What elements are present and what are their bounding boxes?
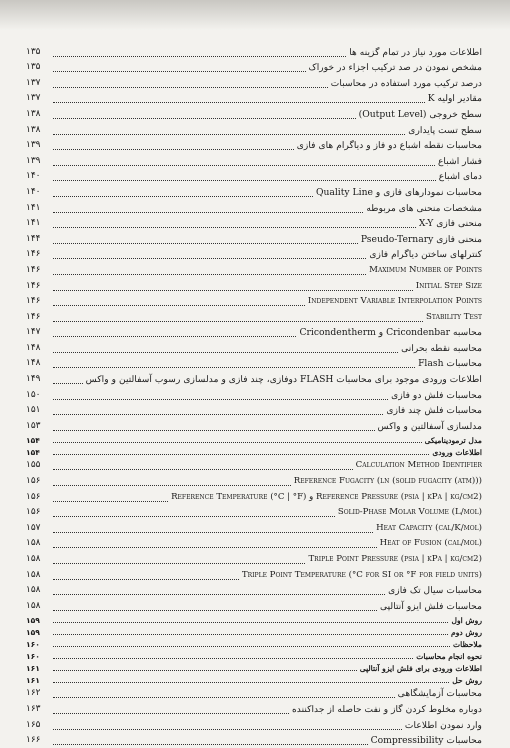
toc-entry-page-number: ۱۳۹ — [26, 155, 41, 166]
toc-entry-page-number: ۱۵۸ — [26, 554, 41, 564]
toc-entry-title: Reference Pressure (psia | kPa | kg/cm2) و Reference Temperature (°C | °F) — [171, 491, 482, 502]
toc-entry-page-number: ۱۵۹ — [26, 615, 40, 625]
toc-entry-title: محاسبات فلش دو فازی — [391, 389, 482, 401]
toc-entry-title: Solid-Phase Molar Volume (L/mol) — [337, 507, 482, 518]
toc-entry[interactable] — [26, 278, 482, 294]
dot-leader — [53, 500, 168, 502]
toc-entry[interactable] — [26, 340, 482, 356]
toc-entry[interactable] — [26, 418, 482, 434]
toc-entry[interactable] — [26, 489, 482, 505]
toc-entry-page-number: ۱۶۳ — [26, 703, 41, 714]
toc-entry-title: روش دوم — [451, 627, 482, 637]
dot-leader — [53, 609, 377, 611]
toc-entry-page-number: ۱۴۰ — [26, 186, 41, 197]
toc-entry-title: اطلاعات مورد نیاز در تمام گزینه ها — [349, 46, 482, 58]
dot-leader — [53, 70, 306, 72]
dot-leader — [53, 441, 422, 443]
toc-entry-title: منحنی فازی Pseudo-Ternary — [360, 233, 482, 245]
page-top-shadow — [0, 0, 510, 30]
dot-leader — [53, 621, 448, 623]
toc-entry-page-number: ۱۵۴ — [26, 447, 40, 457]
toc-entry-page-number: ۱۴۱ — [26, 218, 41, 229]
toc-entry[interactable] — [26, 356, 482, 372]
dot-leader — [53, 242, 358, 244]
toc-entry-page-number: ۱۴۶ — [26, 296, 41, 307]
dot-leader — [53, 164, 435, 166]
toc-entry-page-number: ۱۴۴ — [26, 233, 41, 244]
dot-leader — [53, 645, 450, 647]
toc-entry[interactable] — [26, 458, 482, 474]
dot-leader — [53, 101, 425, 103]
toc-entry[interactable] — [26, 701, 482, 717]
dot-leader — [53, 562, 305, 564]
toc-entry-title: اطلاعات ورودی موجود برای محاسبات FLASH دوفازی، چند فازی و مدلسازی رسوب آسفالتین و واکس — [85, 374, 482, 386]
toc-entry-title: مقادیر اولیه K — [427, 93, 482, 105]
toc-entry-page-number: ۱۵۰ — [26, 389, 41, 400]
dot-leader — [53, 453, 429, 455]
toc-entry-title: مشخص نمودن در صد ترکیب اجزاء در خوراک — [308, 62, 482, 74]
toc-entry-title: محاسبات Compressibility — [370, 735, 482, 747]
toc-entry[interactable] — [26, 75, 482, 91]
toc-entry[interactable] — [26, 371, 482, 387]
toc-entry-page-number: ۱۵۶ — [26, 491, 41, 502]
toc-entry-title: Heat of Fusion (cal/mol) — [379, 538, 482, 549]
toc-entry[interactable] — [26, 169, 482, 185]
toc-entry-title: Triple Point Temperature (°C for SI or °F for field units) — [241, 569, 482, 580]
toc-entry-page-number: ۱۵۷ — [26, 522, 41, 533]
dot-leader — [53, 226, 416, 228]
dot-leader — [53, 273, 366, 275]
toc-entry-title: وارد نمودن اطلاعات — [404, 719, 482, 731]
toc-entry-page-number: ۱۴۶ — [26, 249, 41, 260]
dot-leader — [53, 289, 413, 291]
toc-entry-title: دمای اشباع — [438, 171, 482, 183]
toc-entry-page-number: ۱۵۱ — [26, 405, 41, 416]
toc-entry[interactable] — [26, 216, 482, 232]
toc-entry[interactable] — [26, 122, 482, 138]
dot-leader — [53, 117, 356, 119]
toc-entry-title: ملاحظات — [453, 639, 482, 649]
dot-leader — [53, 320, 423, 322]
toc-entry[interactable] — [26, 325, 482, 341]
toc-entry-page-number: ۱۵۸ — [26, 569, 41, 580]
dot-leader — [53, 633, 448, 635]
toc-entry-title: روش حل — [452, 675, 482, 685]
toc-entry-title: محاسبات Flash — [418, 358, 482, 370]
toc-entry-page-number: ۱۶۶ — [26, 735, 41, 746]
toc-entry-title: اطلاعات ورودی — [432, 447, 482, 457]
toc-entry[interactable] — [26, 686, 482, 702]
toc-entry-title: سطح خروجی (Output Level) — [358, 108, 482, 120]
dot-leader — [53, 593, 385, 595]
toc-entry-title: سطح تست پایداری — [408, 124, 482, 136]
toc-entry-title: محاسبات آزمایشگاهی — [397, 688, 482, 700]
dot-leader — [53, 546, 377, 548]
dot-leader — [53, 515, 335, 517]
dot-leader — [53, 179, 436, 181]
toc-entry-title: اطلاعات ورودی برای فلش ایزو آنتالپی — [359, 663, 482, 673]
toc-entry[interactable] — [26, 650, 482, 662]
toc-entry-title: کنترلهای ساختن دیاگرام فازی — [369, 249, 482, 261]
dot-leader — [53, 413, 383, 415]
dot-leader — [53, 55, 346, 57]
toc-entry-title: نحوه انجام محاسبات — [416, 651, 482, 661]
toc-entry[interactable] — [26, 638, 482, 650]
dot-leader — [53, 335, 296, 337]
toc-entry[interactable] — [26, 60, 482, 76]
toc-entry-title: Triple Point Pressure (psia | kPa | kg/cm2) — [308, 554, 482, 564]
toc-entry[interactable] — [26, 662, 482, 674]
toc-entry[interactable] — [26, 733, 482, 748]
toc-entry-page-number: ۱۵۸ — [26, 600, 41, 611]
toc-entry-page-number: ۱۳۸ — [26, 124, 41, 135]
toc-entry[interactable] — [26, 446, 482, 458]
toc-entry-page-number: ۱۶۰ — [26, 651, 40, 661]
dot-leader — [53, 578, 239, 580]
dot-leader — [53, 304, 305, 306]
toc-entry[interactable] — [26, 473, 482, 489]
toc-entry[interactable] — [26, 567, 482, 583]
toc-entry-page-number: ۱۴۹ — [26, 374, 41, 385]
toc-entry-page-number: ۱۴۱ — [26, 202, 41, 213]
dot-leader — [53, 669, 357, 671]
toc-entry-page-number: ۱۴۷ — [26, 327, 41, 338]
toc-entry-title: Calculation Method Identifier — [355, 460, 482, 471]
toc-entry[interactable] — [26, 262, 482, 278]
dot-leader — [53, 657, 413, 659]
toc-entry-title: مدلسازی آسفالتین و واکس — [377, 420, 482, 432]
toc-entry[interactable] — [26, 138, 482, 154]
toc-entry-page-number: ۱۳۵ — [26, 46, 41, 57]
toc-entry[interactable] — [26, 294, 482, 310]
toc-entry-title: فشار اشباع — [437, 155, 482, 167]
dot-leader — [53, 211, 363, 213]
toc-entry-page-number: ۱۳۷ — [26, 77, 41, 88]
dot-leader — [53, 484, 291, 486]
dot-leader — [53, 468, 353, 470]
dot-leader — [53, 728, 402, 730]
dot-leader — [53, 681, 449, 683]
toc-entry[interactable] — [26, 536, 482, 552]
toc-entry[interactable] — [26, 551, 482, 567]
dot-leader — [53, 712, 289, 714]
toc-entry-title: درصد ترکیب مورد استفاده در محاسبات — [330, 77, 482, 89]
dot-leader — [53, 743, 368, 745]
toc-entry-title: محاسبات سیال تک فازی — [388, 585, 482, 597]
toc-entry[interactable] — [26, 91, 482, 107]
toc-entry[interactable] — [26, 200, 482, 216]
toc-entry-page-number: ۱۵۸ — [26, 585, 41, 596]
toc-entry[interactable] — [26, 434, 482, 446]
dot-leader — [53, 195, 313, 197]
toc-entry-title: مشخصات منحنی های مربوطه — [366, 202, 482, 214]
toc-entry-title: محاسبه نقطه بحرانی — [401, 342, 482, 354]
dot-leader — [53, 133, 405, 135]
toc-entry[interactable] — [26, 598, 482, 614]
toc-entry[interactable] — [26, 674, 482, 686]
toc-entry-title: روش اول — [451, 615, 482, 625]
dot-leader — [53, 148, 294, 150]
toc-entry-title: منحنی فازی X-Y — [418, 218, 482, 230]
dot-leader — [53, 86, 328, 88]
toc-entry-page-number: ۱۵۶ — [26, 476, 41, 487]
toc-entry-title: Heat Capacity (cal/K/mol) — [376, 522, 482, 533]
toc-entry-page-number: ۱۵۶ — [26, 507, 41, 518]
toc-entry-page-number: ۱۳۸ — [26, 108, 41, 119]
toc-entry[interactable] — [26, 247, 482, 263]
toc-entry-title: محاسبات نقطه اشباع دو فاز و دیاگرام های فازی — [296, 140, 482, 152]
toc-entry[interactable] — [26, 106, 482, 122]
toc-entry-page-number: ۱۵۵ — [26, 460, 41, 471]
toc-entry-page-number: ۱۳۹ — [26, 140, 41, 151]
toc-entry[interactable] — [26, 184, 482, 200]
toc-entry-page-number: ۱۶۱ — [26, 663, 40, 673]
toc-entry-page-number: ۱۳۵ — [26, 62, 41, 73]
table-of-contents — [26, 44, 482, 748]
toc-entry-page-number: ۱۵۴ — [26, 435, 40, 445]
toc-entry[interactable] — [26, 520, 482, 536]
toc-entry-page-number: ۱۵۸ — [26, 538, 41, 549]
toc-entry-title: محاسبات فلش ایزو آنتالپی — [379, 600, 482, 612]
toc-entry-title: Independent Variable Interpolation Points — [307, 296, 482, 307]
toc-entry-page-number: ۱۶۵ — [26, 719, 41, 730]
toc-entry[interactable] — [26, 231, 482, 247]
toc-entry-title: مدل ترمودینامیکی — [424, 435, 482, 445]
toc-entry[interactable] — [26, 403, 482, 419]
toc-entry-title: دوباره مخلوط کردن گاز و نفت حاصله از جداکننده — [291, 703, 482, 715]
dot-leader — [53, 696, 395, 698]
toc-entry[interactable] — [26, 387, 482, 403]
dot-leader — [53, 366, 415, 368]
dot-leader — [53, 429, 375, 431]
toc-entry-page-number: ۱۴۶ — [26, 264, 41, 275]
toc-entry-page-number: ۱۴۸ — [26, 358, 41, 369]
toc-entry-page-number: ۱۵۳ — [26, 420, 41, 431]
toc-entry-page-number: ۱۶۲ — [26, 688, 41, 699]
toc-entry-page-number: ۱۵۹ — [26, 627, 40, 637]
dot-leader — [53, 398, 388, 400]
toc-entry-page-number: ۱۳۷ — [26, 93, 41, 104]
toc-entry[interactable] — [26, 153, 482, 169]
toc-entry-title: Stability Test — [426, 311, 482, 322]
toc-entry[interactable] — [26, 614, 482, 626]
toc-entry-title: Initial Step Size — [415, 280, 482, 291]
toc-entry[interactable] — [26, 626, 482, 638]
toc-entry-page-number: ۱۶۰ — [26, 639, 40, 649]
toc-entry-page-number: ۱۶۱ — [26, 675, 40, 685]
toc-entry-title: محاسبات فلش چند فازی — [386, 405, 482, 417]
toc-entry-page-number: ۱۴۶ — [26, 311, 41, 322]
toc-entry[interactable] — [26, 583, 482, 599]
toc-entry-page-number: ۱۴۶ — [26, 280, 41, 291]
toc-entry[interactable] — [26, 717, 482, 733]
dot-leader — [53, 351, 398, 353]
toc-entry-page-number: ۱۴۸ — [26, 342, 41, 353]
toc-entry-title: Reference Fugacity (ln (solid fugacity (atm))) — [293, 476, 482, 487]
toc-entry[interactable] — [26, 505, 482, 521]
toc-entry-title: Maximum Number of Points — [369, 264, 482, 275]
toc-entry[interactable] — [26, 309, 482, 325]
dot-leader — [53, 382, 83, 384]
toc-entry-title: محاسبات نمودارهای فازی و Quality Line — [315, 186, 482, 198]
dot-leader — [53, 531, 373, 533]
toc-entry-page-number: ۱۴۰ — [26, 171, 41, 182]
toc-entry[interactable] — [26, 44, 482, 60]
dot-leader — [53, 257, 366, 259]
toc-entry-title: محاسبه Cricondenbar و Cricondentherm — [299, 327, 482, 339]
